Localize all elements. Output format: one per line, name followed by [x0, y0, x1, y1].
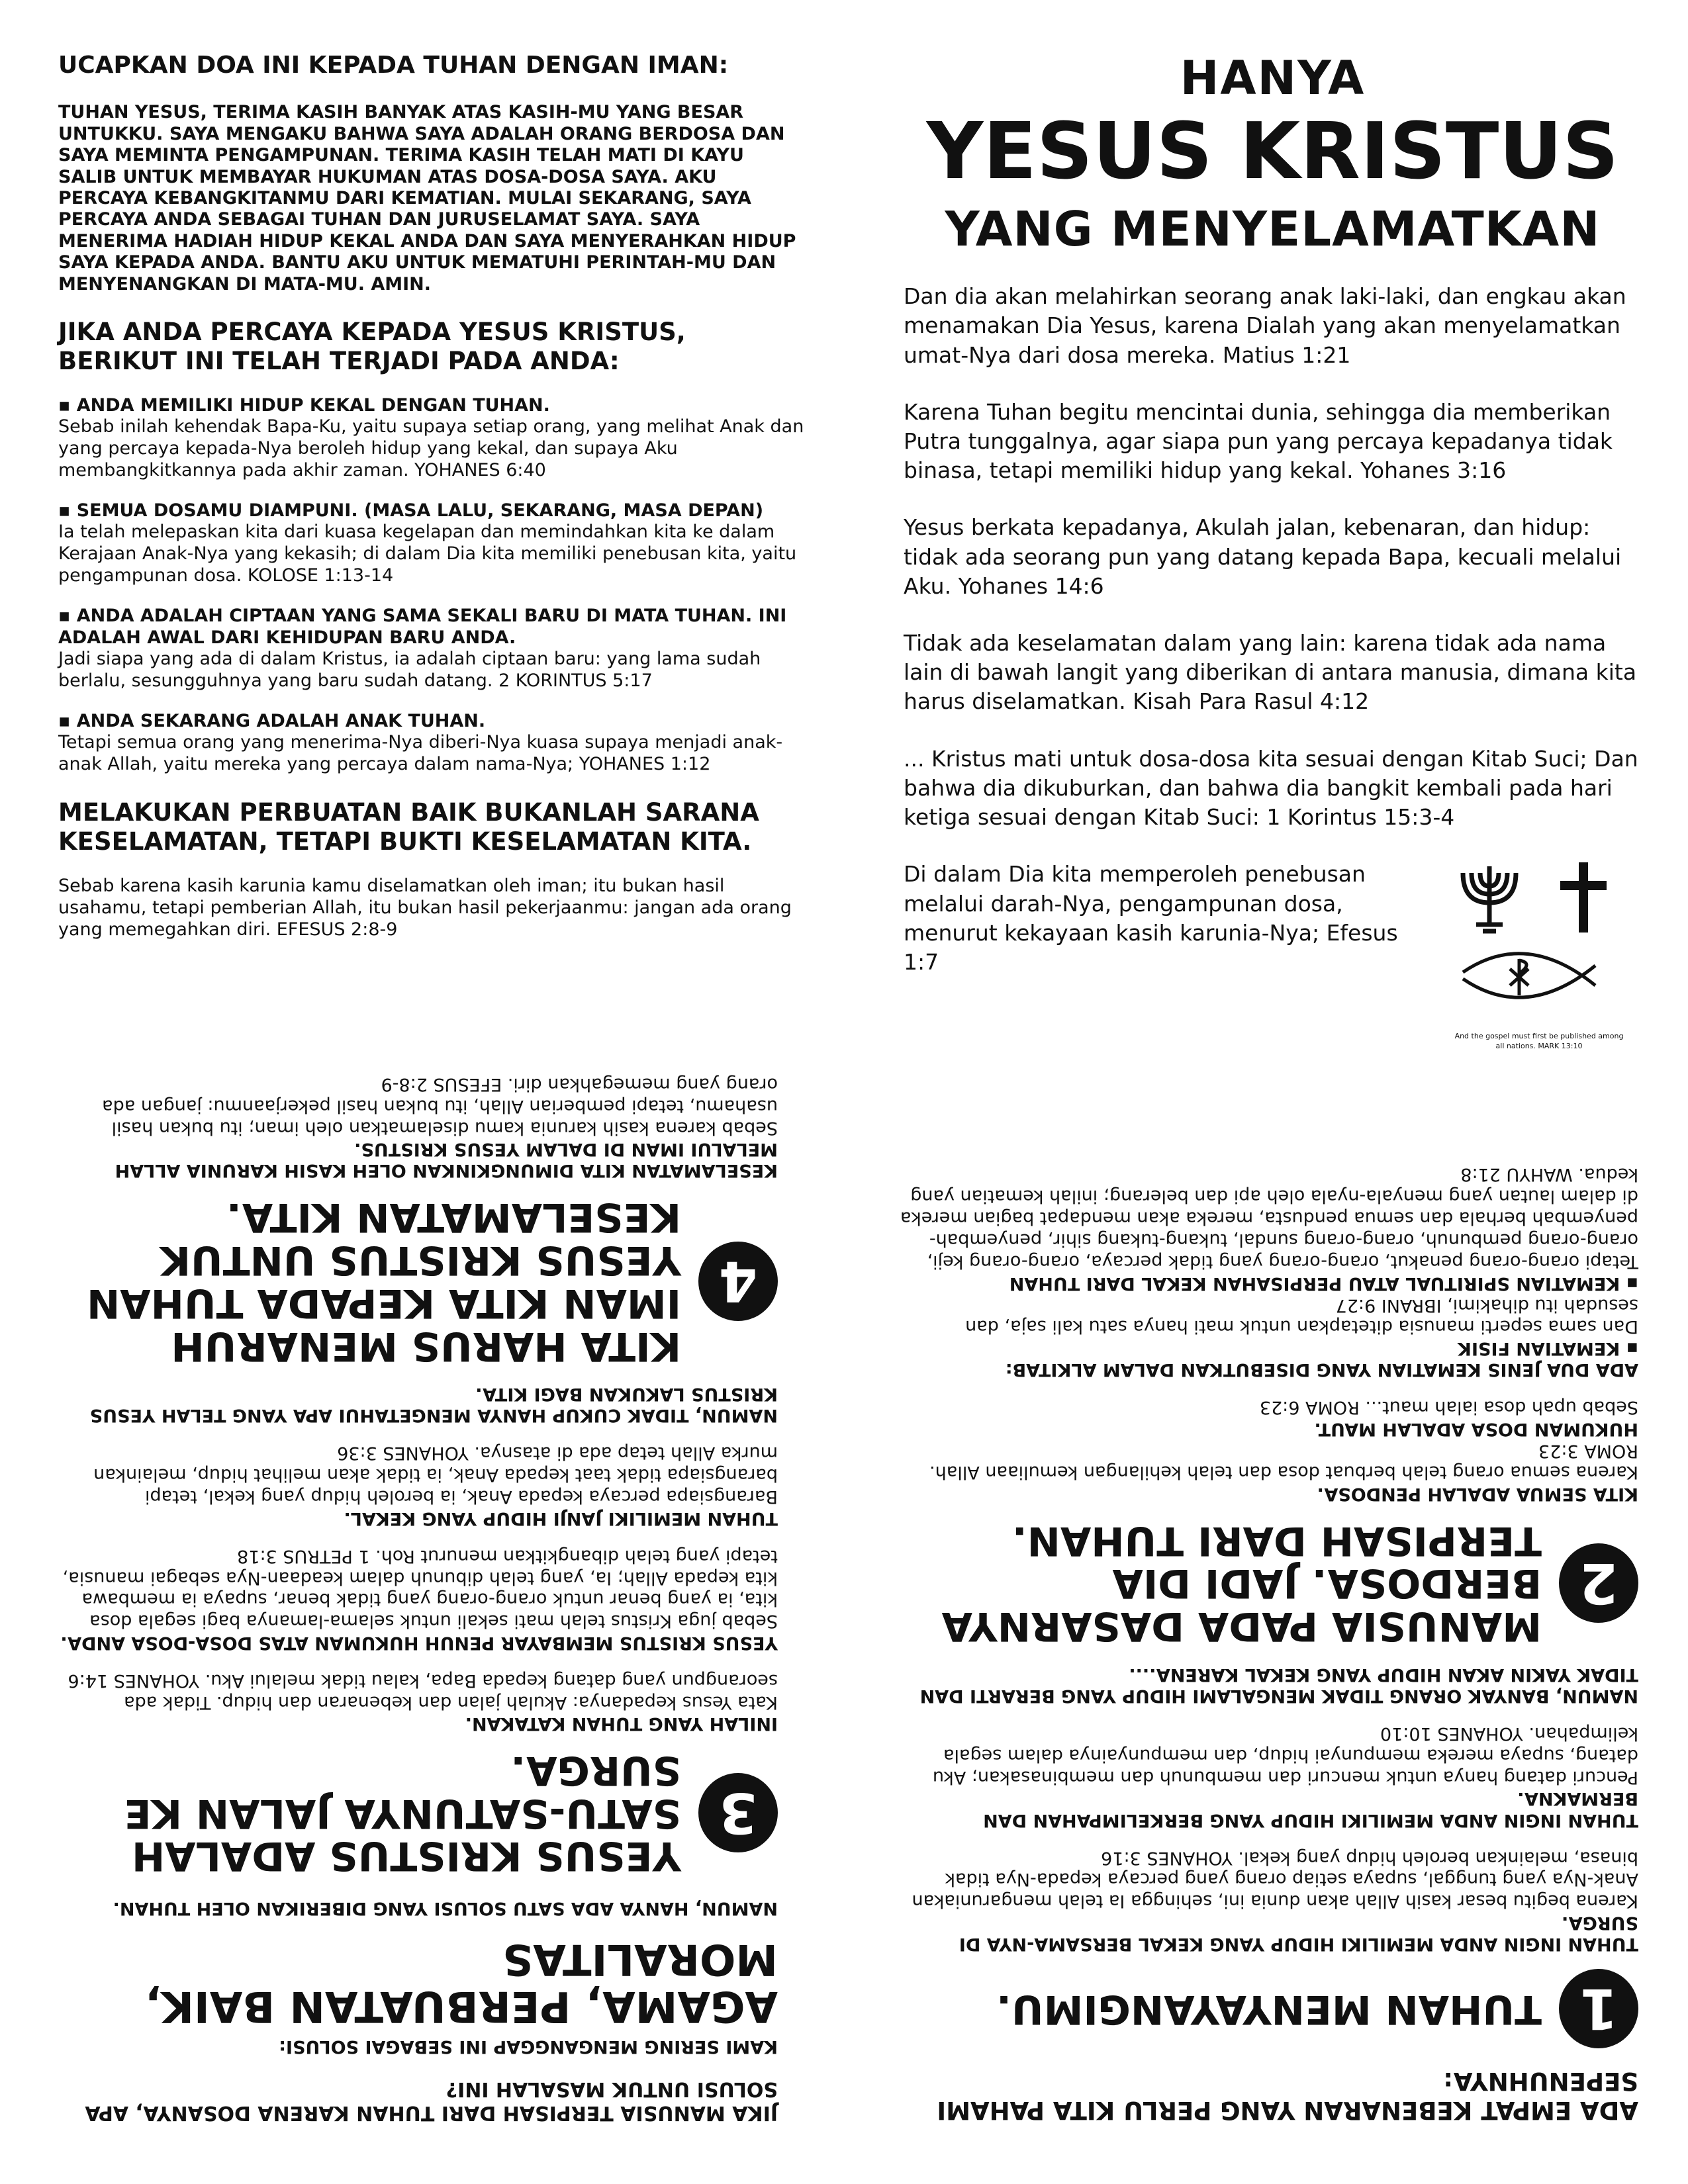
- step-line: Sebab upah dosa ialah maut... ROMA 6:23: [1259, 1397, 1638, 1418]
- step-line: TUHAN INGIN ANDA MEMILIKI HIDUP YANG KEKAL BERSAMA-NYA DI SURGA.: [959, 1912, 1638, 1955]
- works-heading: MELAKUKAN PERBUATAN BAIK BUKANLAH SARANA KESELAMATAN, TETAPI BUKTI KESELAMATAN KITA.: [58, 798, 759, 856]
- intro-question: JIKA MANUSIA TERPISAH DARI TUHAN KARENA DOSANYA, APA SOLUSI UNTUK MASALAH INI?: [85, 2077, 778, 2124]
- step-line: YESUS KRISTUS MEMBAYAR PENUH HUKUMAN ATAS DOSA-DOSA ANDA.: [60, 1632, 778, 1653]
- verse: Tidak ada keselamatan dalam yang lain: karena tidak ada nama lain di bawah langit yang diberikan di antara manusia, dimana kita harus diselamatkan. Kisah Para Rasul 4:12: [904, 630, 1637, 715]
- four-truths-intro: ADA EMPAT KEBENARAN YANG PERLU KITA PAHAMI SEPENUHNYA:: [937, 2066, 1638, 2124]
- panel-solution: [0, 1073, 844, 2184]
- verse: Karena Tuhan begitu mencintai dunia, sehingga dia memberikan Putra tunggalnya, agar siapa pun yang percaya kepadanya tidak binasa, tetapi memiliki hidup yang kekal. Yohanes 3:16: [904, 398, 1613, 484]
- step-number-badge: 1: [1559, 1969, 1638, 2048]
- verse: Dan dia akan melahirkan seorang anak laki-laki, dan engkau akan menamakan Dia Yesus, karena Dialah yang akan menyelamatkan umat-Nya dari dosa mereka. Matius 1:21: [904, 283, 1626, 368]
- step-title: YESUS KRISTUS ADALAH SATU-SATUNYA JALAN KE SURGA.: [124, 1747, 681, 1880]
- step-3-heading: [46, 1747, 778, 1880]
- step-line: Sebab juga Kristus telah mati sekali untuk selama-lamanya bagi segala dosa kita, ia yang benar untuk orang-orang yang tidak benar, supaya ia membawa kita kepada Allah; Ia, yang telah dibunuh dalam keadaan-Nya sebagai manusia, tetapi yang telah dibangkitkan menurut Roh. 1 PETRUS 3:18: [62, 1545, 778, 1632]
- step-line: ▪ KEMATIAN SPIRITUAL ATAU PERPISAHAN KEKAL DARI TUHAN: [1009, 1273, 1638, 1294]
- menorah-icon: [1463, 866, 1516, 931]
- only-solution: NAMUN, HANYA ADA SATU SOLUSI YANG DIBERIKAN OLEH TUHAN.: [113, 1897, 778, 1919]
- prayer-text: TUHAN YESUS, TERIMA KASIH BANYAK ATAS KASIH-MU YANG BESAR UNTUKKU. SAYA MENGAKU BAHWA SAYA ADALAH ORANG BERDOSA DAN SAYA MEMINTA PENGAMPUNAN. TERIMA KASIH TELAH MATI DI KAYU SALIB UNTUK MEMBAYAR HUKUMAN ATAS DOSA-DOSA SAYA. AKU PERCAYA KEBANGKITANMU DARI KEMATIAN. MULAI SEKARANG, SAYA PERCAYA ANDA SEBAGAI TUHAN DAN JURUSELAMAT SAYA. SAYA MENERIMA HADIAH HIDUP KEKAL ANDA DAN SAYA MENYERAHKAN HIDUP SAYA KEPADA ANDA. BANTU AKU UNTUK MEMATUHI PERINTAH-MU DAN MENYENANGKAN DI MATA-MU. AMIN.: [58, 102, 796, 295]
- item-body: Tetapi semua orang yang menerima-Nya diberi-Nya kuasa supaya menjadi anak-anak Allah, yaitu mereka yang percaya dalam nama-Nya; YOHANES 1:12: [58, 732, 783, 775]
- step-line: TUHAN MEMILIKI JANJI HIDUP YANG KEKAL.: [344, 1508, 778, 1529]
- verse: ... Kristus mati untuk dosa-dosa kita sesuai dengan Kitab Suci; Dan bahwa dia dikuburkan, dan bahwa dia bangkit kembali pada hari ketiga sesuai dengan Kitab Suci: 1 Korintus 15:3-4: [904, 745, 1638, 831]
- verse: Di dalam Dia kita memperoleh penebusan melalui darah-Nya, pengampunan dosa, menurut kekayaan kasih karunia-Nya; Efesus 1:7: [904, 861, 1398, 976]
- step-line: KITA SEMUA ADALAH PENDOSA.: [1317, 1483, 1638, 1504]
- verse: Yesus berkata kepadanya, Akulah jalan, kebenaran, dan hidup: tidak ada seorang pun yang datang kepada Bapa, kecuali melalui Aku. Yohanes 14:6: [904, 514, 1622, 599]
- step-line: NAMUN, BANYAK ORANG TIDAK MENGALAMI HIDUP YANG BERARTI DAN TIDAK YAKIN AKAN HIDUP YANG KEKAL KARENA....: [919, 1664, 1638, 1707]
- cross-icon: [1560, 862, 1607, 933]
- symbol-caption: And the gospel must first be published among all nations. MARK 13:10: [1454, 1032, 1624, 1050]
- step-line: Karena begitu besar kasih Allah akan dunia ini, sehingga Ia telah mengaruniakan Anak-Nya yang tunggal, supaya setiap orang yang percaya kepada-Nya tidak binasa, melainkan beroleh hidup yang kekal. YOHANES 3:16: [912, 1847, 1638, 1912]
- step-number-badge: 4: [698, 1242, 778, 1321]
- false-solutions: AGAMA, PERBUATAN BAIK, MORALITAS: [145, 1934, 778, 2030]
- list-item: [58, 606, 804, 692]
- step-4-heading: [46, 1195, 778, 1367]
- step-title: MANUSIA PADA DASARNYA BERDOSA. JADI DIA TERPISAH DARI TUHAN.: [941, 1517, 1542, 1650]
- last-verse-row: [904, 860, 1642, 1050]
- step-1-heading: [890, 1969, 1638, 2048]
- step-line: Karena semua orang telah berbuat dosa dan telah kehilangan kemuliaan Allah. ROMA 3:23: [929, 1440, 1638, 1483]
- step-line: Kata Yesus kepadanya: Akulah jalan dan kebenaran dan hidup. Tidak ada seorangpun yang datang kepada Bapa, kalau tidak melalui Aku. YOHANES 14:6: [68, 1670, 778, 1713]
- step-number-badge: 2: [1559, 1543, 1638, 1623]
- panel-title-verses: [844, 0, 1688, 1092]
- panel-prayer: [0, 0, 844, 1092]
- step-number-badge: 3: [698, 1773, 778, 1852]
- works-text: Sebab karena kasih karunia kamu diselamatkan oleh iman; itu bukan hasil usahamu, tetapi pemberian Allah, itu bukan hasil pekerjaanmu: jangan ada orang yang memegahkan diri. EFESUS 2:8-9: [58, 875, 792, 940]
- step-line: Tetapi orang-orang penakut, orang-orang yang tidak percaya, orang-orang keji, orang-orang pembunuh, orang-orang sundal, tukang-tukang sihir, penyembah-penyembah berhala dan semua pendusta, mereka akan mendapat bagian mereka di dalam lautan yang menyala-nyala oleh api dan belerang; inilah kematian yang kedua. WAHYU 21:8: [900, 1164, 1638, 1273]
- list-item: [58, 395, 804, 482]
- item-heading: ▪ ANDA MEMILIKI HIDUP KEKAL DENGAN TUHAN.: [58, 394, 550, 416]
- title-subtitle: YANG MENYELAMATKAN: [945, 201, 1601, 257]
- step-line: Sebab karena kasih karunia kamu diselamatkan oleh iman; itu bukan hasil usahamu, tetapi pemberian Allah, itu bukan hasil pekerjaanmu: jangan ada orang yang memegahkan diri. EFESUS 2:8-9: [102, 1073, 778, 1138]
- step-line: Dan sama seperti manusia ditetapkan untuk mati hanya satu kali saja, dan sesudah itu dihakimi, IBRANI 9:27: [965, 1295, 1638, 1338]
- prayer-heading: UCAPKAN DOA INI KEPADA TUHAN DENGAN IMAN:: [58, 52, 729, 79]
- step-line: TUHAN INGIN ANDA MEMILIKI HIDUP YANG BERKELIMPAHAN DAN BERMAKNA.: [983, 1788, 1638, 1831]
- step-line: HUKUMAN DOSA ADALAH MAUT.: [1314, 1418, 1638, 1439]
- item-heading: ▪ ANDA ADALAH CIPTAAN YANG SAMA SEKALI BARU DI MATA TUHAN. INI ADALAH AWAL DARI KEHIDUPAN BARU ANDA.: [58, 606, 787, 648]
- step-title: TUHAN MENYAYANGIMU.: [996, 1985, 1542, 2032]
- panel-four-truths: [844, 1092, 1688, 2184]
- step-line: INILAH YANG TUHAN KATAKAN.: [465, 1713, 778, 1735]
- list-item: [58, 500, 804, 587]
- title-top: HANYA: [1180, 51, 1366, 105]
- step-line: KESELAMATAN KITA DIMUNGKINKAN OLEH KASIH KARUNIA ALLAH MELALUI IMAN DI DALAM YESUS KRISTUS.: [115, 1139, 778, 1181]
- item-body: Ia telah melepaskan kita dari kuasa kegelapan dan memindahkan kita ke dalam Kerajaan Anak-Nya yang kekasih; di dalam Dia kita memiliki penebusan kita, yaitu pengampunan dosa. KOLOSE 1:13-14: [58, 522, 797, 586]
- step-title: KITA HARUS MENARUH IMAN KITA KEPADA TUHAN YESUS KRISTUS UNTUK KESELAMATAN KITA.: [86, 1194, 681, 1369]
- step-line: Barangsiapa percaya kepada Anak, ia beroleh hidup yang kekal, tetapi barangsiapa tidak taat kepada Anak, ia tidak akan melihat hidup, melainkan murka Allah tetap ada di atasnya. YOHANES 3:36: [93, 1443, 778, 1508]
- item-heading: ▪ SEMUA DOSAMU DIAMPUNI. (MASA LALU, SEKARANG, MASA DEPAN): [58, 500, 764, 521]
- list-item: [58, 711, 804, 776]
- item-heading: ▪ ANDA SEKARANG ADALAH ANAK TUHAN.: [58, 710, 486, 731]
- step-line: NAMUN, TIDAK CUKUP HANYA MENGETAHUI APA YANG TELAH YESUS KRISTUS LAKUKAN BAGI KITA.: [89, 1384, 778, 1426]
- step-2-heading: [890, 1517, 1638, 1650]
- ichthys-chi-rho-icon: [1463, 954, 1595, 997]
- step-line: ADA DUA JENIS KEMATIAN YANG DISEBUTKAN DALAM ALKITAB:: [1005, 1359, 1638, 1381]
- page-title: YESUS KRISTUS: [926, 105, 1619, 197]
- christian-symbols: [1453, 853, 1625, 1058]
- step-line: ▪ KEMATIAN FISIK: [1458, 1338, 1638, 1359]
- intro-note: KAMI SERING MENGANGGAP INI SEBAGAI SOLUSI:: [279, 2036, 778, 2057]
- step-line: Pencuri datang hanya untuk mencuri dan membunuh dan membinasakan; Aku datang, supaya mereka mempunyai hidup, dan mempunyainya dalam segala kelimpahan. YOHANES 10:10: [932, 1723, 1638, 1788]
- item-body: Jadi siapa yang ada di dalam Kristus, ia adalah ciptaan baru: yang lama sudah berlalu, sesungguhnya yang baru sudah datang. 2 KORINTUS 5:17: [58, 648, 761, 691]
- symbols-graphic: [1453, 853, 1625, 1025]
- item-body: Sebab inilah kehendak Bapa-Ku, yaitu supaya setiap orang, yang melihat Anak dan yang percaya kepada-Nya beroleh hidup yang kekal, dan supaya Aku membangkitkannya pada akhir zaman. YOHANES 6:40: [58, 416, 804, 481]
- believe-heading: JIKA ANDA PERCAYA KEPADA YESUS KRISTUS, BERIKUT INI TELAH TERJADI PADA ANDA:: [58, 317, 686, 376]
